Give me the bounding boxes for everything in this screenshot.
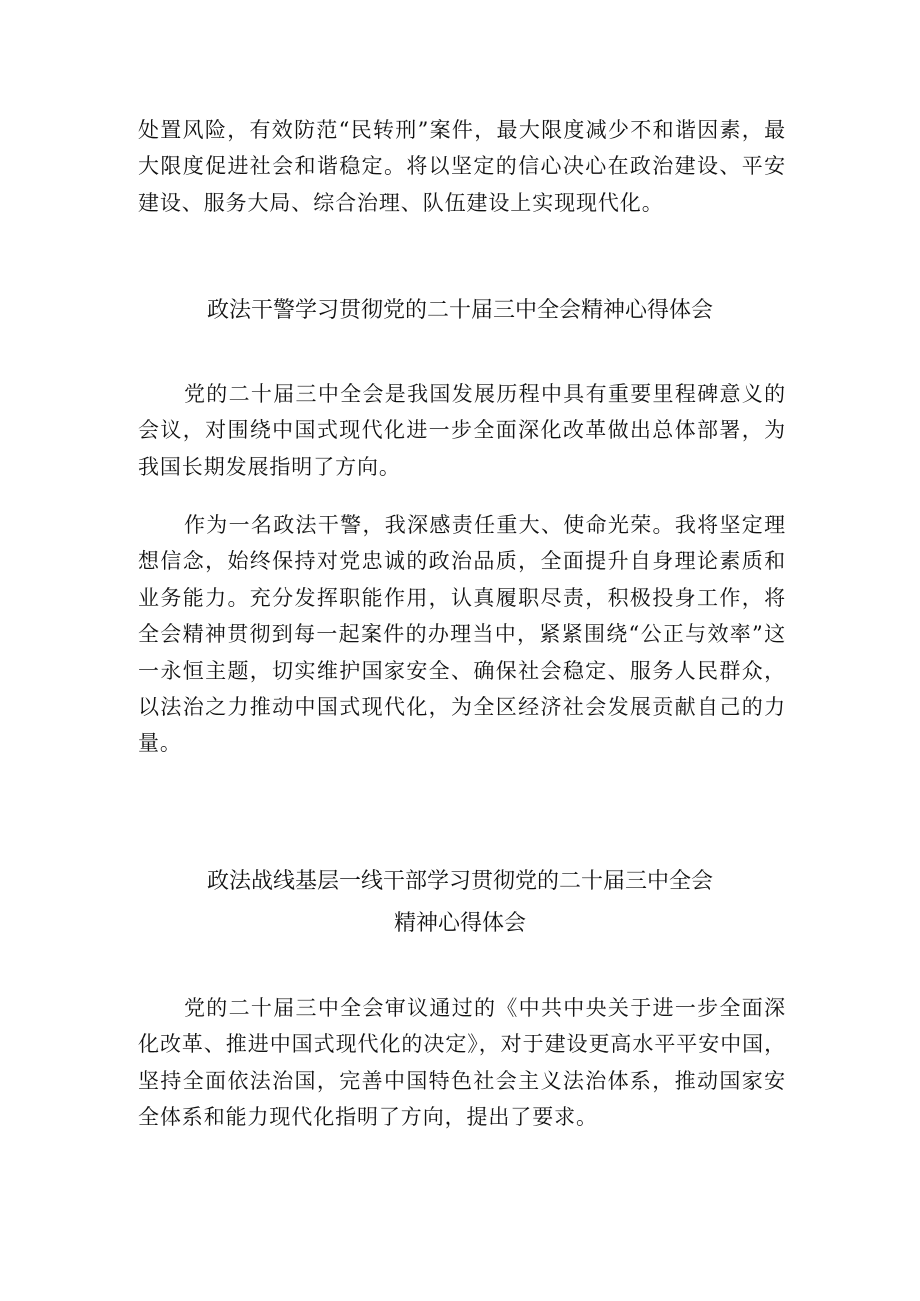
section-2-title-line-2: 精神心得体会: [393, 911, 526, 936]
section-1-paragraph-2: 作为一名政法干警，我深感责任重大、使命光荣。我将坚定理想信念，始终保持对党忠诚的政治品质，全面提升自身理论素质和业务能力。充分发挥职能作用，认真履职尽责，积极投身工作，将全会精神贯彻到每一起案件的办理当中，紧紧围绕“公正与效率”这一永恒主题，切实维护国家安全、确保社会稳定、服务人民群众，以法治之力推动中国式现代化，为全区经济社会发展贡献自己的力量。: [138, 513, 786, 756]
section-1-title: 政法干警学习贯彻党的二十届三中全会精神心得体会: [206, 298, 713, 323]
section-1-paragraph-1: 党的二十届三中全会是我国发展历程中具有重要里程碑意义的会议，对围绕中国式现代化进一步全面深化改革做出总体部署，为我国长期发展指明了方向。: [138, 382, 786, 479]
continuation-paragraph: 处置风险，有效防范“民转刑”案件，最大限度减少不和谐因素，最大限度促进社会和谐稳定。将以坚定的信心决心在政治建设、平安建设、服务大局、综合治理、队伍建设上实现现代化。: [138, 118, 786, 215]
section-2-paragraph-1: 党的二十届三中全会审议通过的《中共中央关于进一步全面深化改革、推进中国式现代化的决定》，对于建设更高水平平安中国，坚持全面依法治国，完善中国特色社会主义法治体系，推动国家安全体系和能力现代化指明了方向，提出了要求。: [138, 996, 786, 1130]
section-2-title: [100, 864, 820, 942]
section-2-title-line-1: 政法战线基层一线干部学习贯彻党的二十届三中全会: [206, 869, 713, 894]
